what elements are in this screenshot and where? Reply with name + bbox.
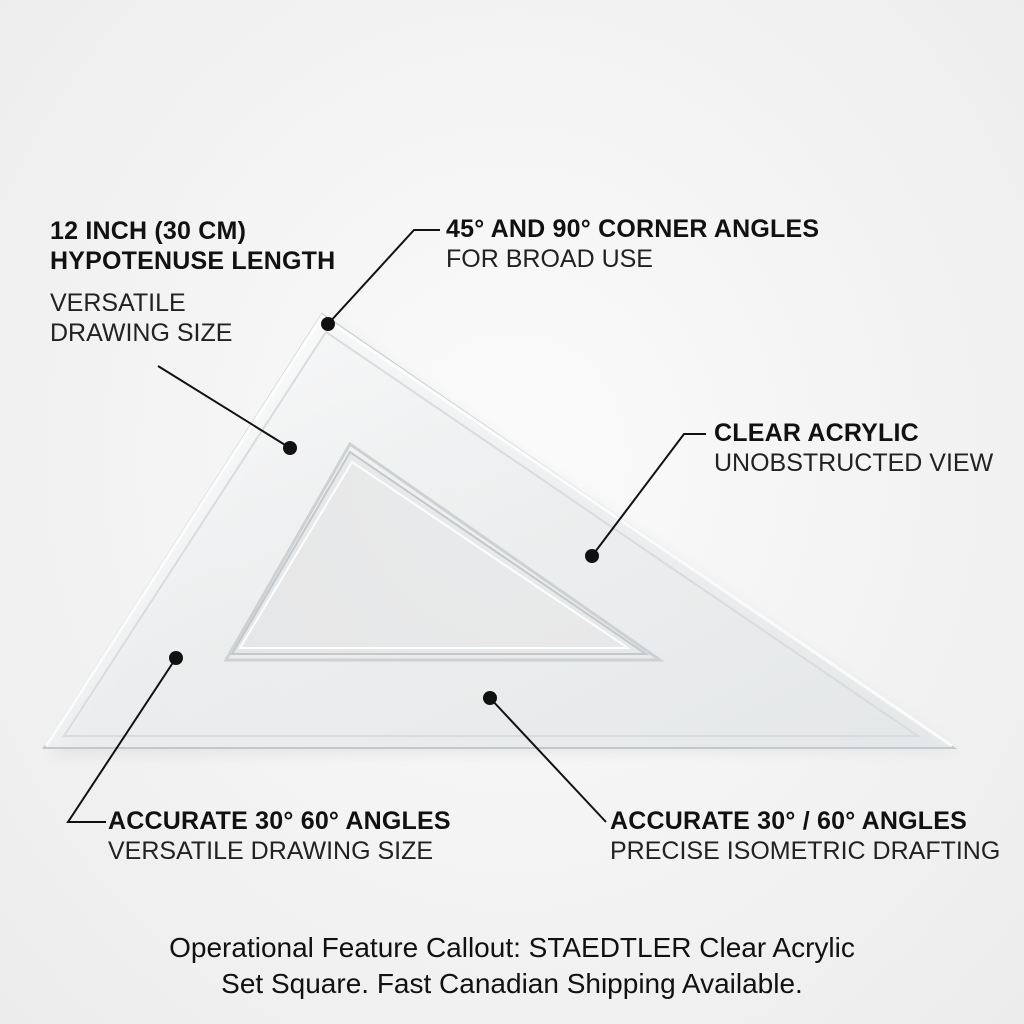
callout-hypotenuse-sub-2: DRAWING SIZE [50, 319, 233, 347]
callout-corner-angles-head: 45° AND 90° CORNER ANGLES [446, 215, 820, 243]
callout-angles-right-head: ACCURATE 30° / 60° ANGLES [610, 807, 968, 835]
callout-dot-angles-left [169, 651, 183, 665]
callout-clear-acrylic-sub: UNOBSTRUCTED VIEW [714, 449, 994, 477]
callout-angles-left-head: ACCURATE 30° 60° ANGLES [108, 807, 451, 835]
callout-corner-angles [446, 214, 819, 274]
callout-angles-left-sub: VERSATILE DRAWING SIZE [108, 837, 434, 865]
callout-angles-right [610, 806, 1000, 866]
callout-hypotenuse-sub-1: VERSATILE [50, 289, 186, 317]
callout-clear-acrylic [714, 418, 993, 478]
callout-dot-clear-acrylic [585, 549, 599, 563]
callout-angles-right-sub: PRECISE ISOMETRIC DRAFTING [610, 837, 1001, 865]
product-caption [0, 930, 1024, 1003]
callout-corner-angles-sub: FOR BROAD USE [446, 245, 653, 273]
callout-dot-hypotenuse [283, 441, 297, 455]
callout-clear-acrylic-head: CLEAR ACRYLIC [714, 419, 919, 447]
callout-dot-angles-right [483, 691, 497, 705]
callout-hypotenuse-head-1: 12 INCH (30 CM) [50, 217, 247, 245]
callout-hypotenuse-head-2: HYPOTENUSE LENGTH [50, 247, 336, 275]
caption-line-1: Operational Feature Callout: STAEDTLER Clear Acrylic [169, 932, 855, 963]
callout-angles-left [108, 806, 451, 866]
callout-hypotenuse [50, 216, 335, 348]
caption-line-2: Set Square. Fast Canadian Shipping Available. [221, 968, 803, 1000]
leader-line-corner-angles [328, 230, 440, 324]
